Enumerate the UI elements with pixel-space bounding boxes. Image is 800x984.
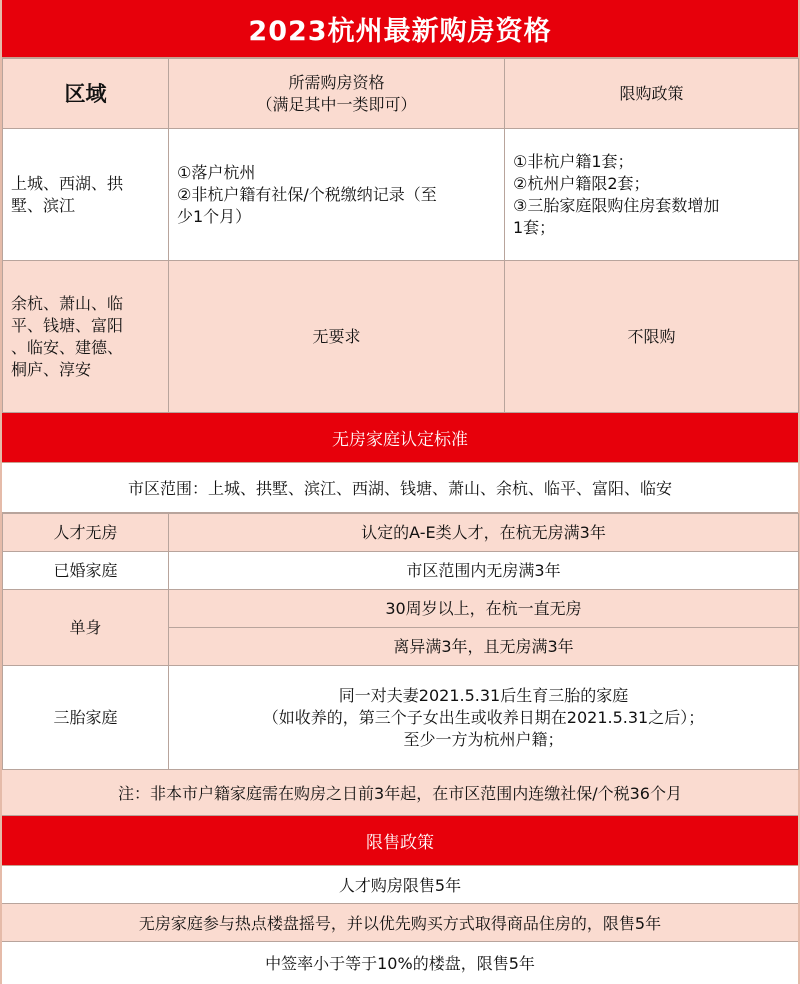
- table-row: [3, 261, 799, 413]
- qualification-header-row: [3, 59, 799, 129]
- resale-item: 人才购房限售5年: [2, 866, 798, 904]
- criteria-line: 至少一方为杭州户籍；: [403, 729, 564, 749]
- area-line: 平、钱塘、富阳: [11, 315, 124, 335]
- area-line: 余杭、萧山、临: [11, 293, 124, 313]
- policy-line: ②杭州户籍限2套；: [513, 173, 650, 193]
- area-line: 墅、滨江: [11, 195, 76, 215]
- footnote: 注：非本市户籍家庭需在购房之日前3年起，在市区范围内连缴社保/个税36个月: [2, 770, 798, 816]
- qualification-line: ①落户杭州: [177, 162, 256, 182]
- criteria-value: 离异满3年，且无房满3年: [169, 628, 799, 666]
- qualification-table: [2, 58, 799, 413]
- policy-header: 限购政策: [505, 59, 799, 129]
- table-row: [3, 666, 799, 770]
- table-row: [3, 129, 799, 261]
- qualification-header-note: （满足其中一类即可）: [256, 94, 417, 114]
- area-line: 上城、西湖、拱: [11, 173, 124, 193]
- qualification-cell: 无要求: [169, 261, 505, 413]
- page-title: 2023杭州最新购房资格: [2, 0, 798, 58]
- criteria-label: 已婚家庭: [3, 552, 169, 590]
- area-cell: [3, 129, 169, 261]
- area-line: 桐庐、淳安: [11, 359, 92, 379]
- area-cell: [3, 261, 169, 413]
- criteria-value: 认定的A-E类人才，在杭无房满3年: [169, 514, 799, 552]
- qualification-cell: [169, 129, 505, 261]
- no-house-table: [2, 513, 799, 770]
- criteria-line: 同一对夫妻2021.5.31后生育三胎的家庭: [338, 685, 629, 705]
- qualification-header: [169, 59, 505, 129]
- resale-item: 无房家庭参与热点楼盘摇号，并以优先购买方式取得商品住房的，限售5年: [2, 904, 798, 942]
- policy-line: ①非杭户籍1套；: [513, 151, 634, 171]
- table-row: [3, 552, 799, 590]
- area-header: 区域: [3, 59, 169, 129]
- criteria-value: 市区范围内无房满3年: [169, 552, 799, 590]
- criteria-label: 人才无房: [3, 514, 169, 552]
- policy-line: ③三胎家庭限购住房套数增加: [513, 195, 720, 215]
- qualification-line: ②非杭户籍有社保/个税缴纳记录（至: [177, 184, 437, 204]
- urban-scope: 市区范围：上城、拱墅、滨江、西湖、钱塘、萧山、余杭、临平、富阳、临安: [2, 463, 798, 513]
- policy-cell: 不限购: [505, 261, 799, 413]
- policy-line: 1套；: [513, 217, 556, 237]
- resale-section-title: 限售政策: [2, 816, 798, 866]
- area-line: 、临安、建德、: [11, 337, 124, 357]
- qualification-header-line: 所需购房资格: [288, 72, 385, 92]
- criteria-value: 30周岁以上，在杭一直无房: [169, 590, 799, 628]
- criteria-value: [169, 666, 799, 770]
- table-row: [3, 590, 799, 628]
- no-house-section-title: 无房家庭认定标准: [2, 413, 798, 463]
- table-row: [3, 514, 799, 552]
- qualification-line: 少1个月）: [177, 206, 252, 226]
- resale-item: 中签率小于等于10%的楼盘，限售5年: [2, 942, 798, 982]
- criteria-line: （如收养的，第三个子女出生或收养日期在2021.5.31之后）；: [262, 707, 705, 727]
- criteria-label: 三胎家庭: [3, 666, 169, 770]
- criteria-label: 单身: [3, 590, 169, 666]
- policy-cell: [505, 129, 799, 261]
